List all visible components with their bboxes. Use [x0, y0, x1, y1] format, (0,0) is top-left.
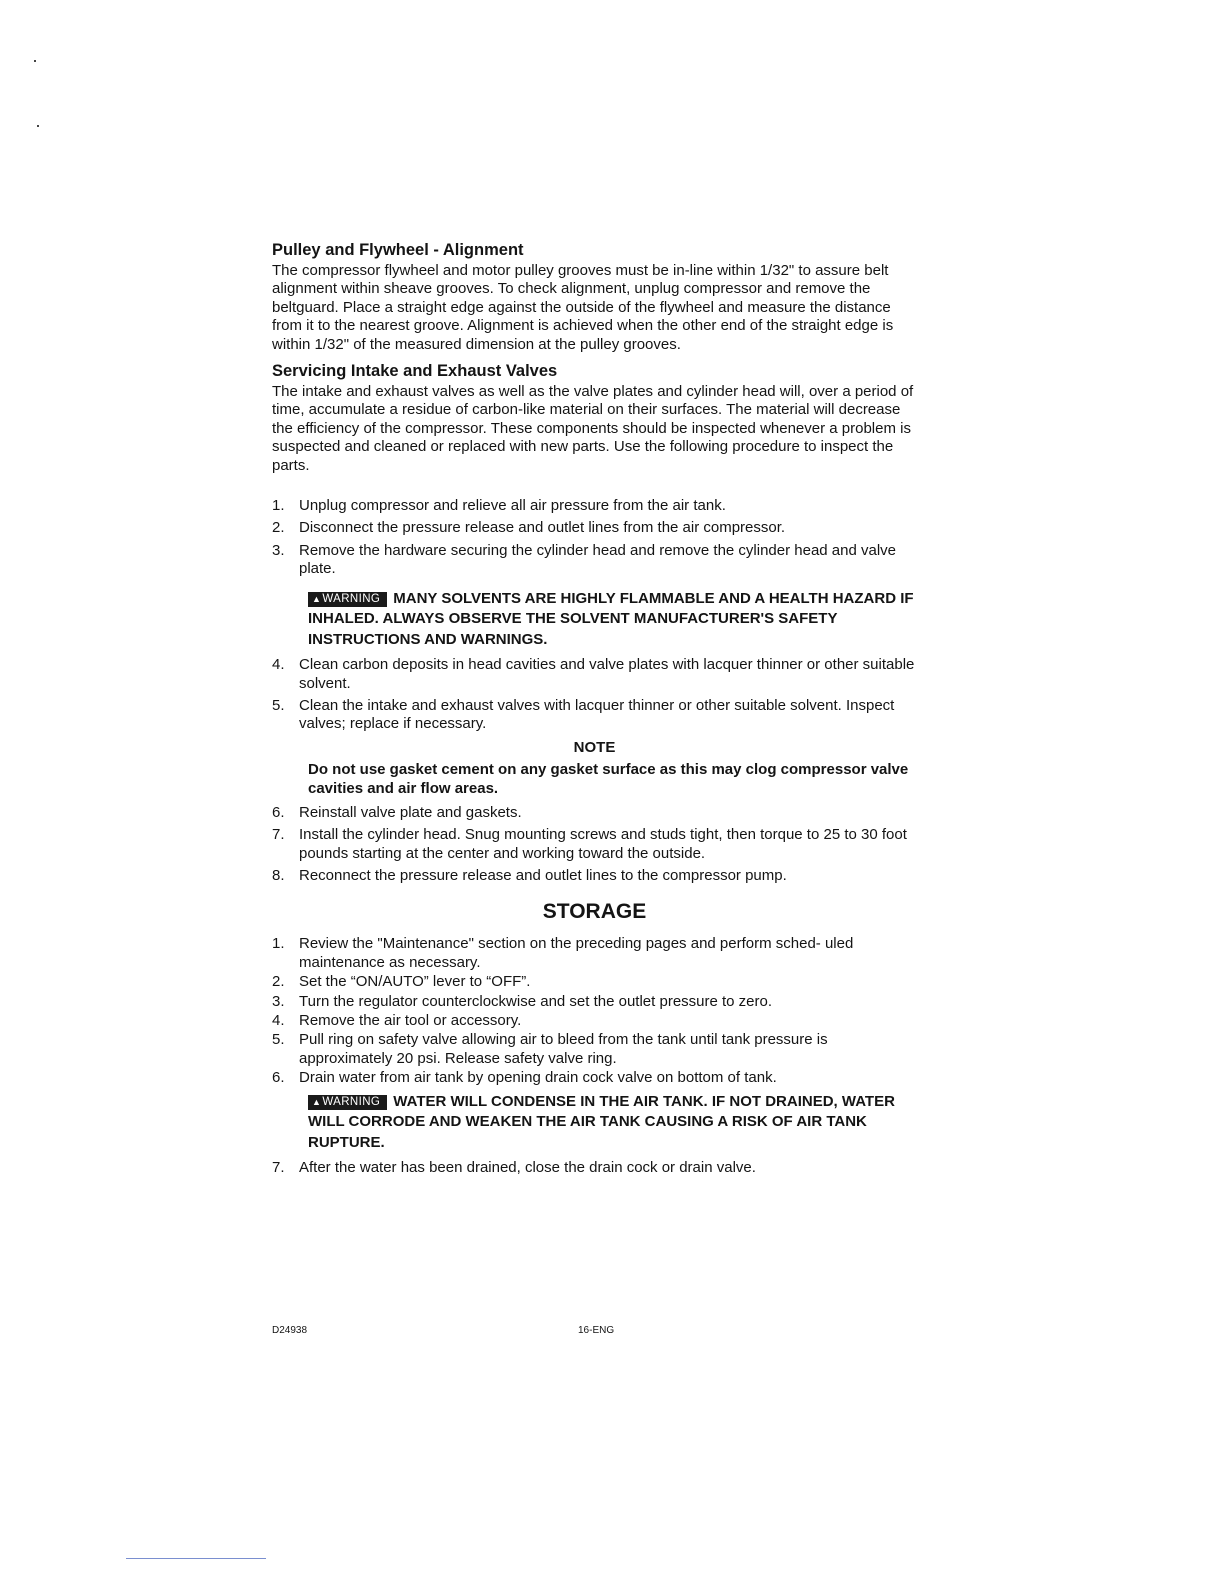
note-title: NOTE [573, 738, 616, 756]
list-item: 8. Reconnect the pressure release and outlet lines to the compressor pump. [272, 867, 787, 885]
section-heading-valves: Servicing Intake and Exhaust Valves [272, 362, 558, 381]
list-item: 1. Unplug compressor and relieve all air pressure from the air tank. [272, 497, 726, 515]
warning-triangle-icon: ▲ [312, 593, 322, 604]
valve-steps-list [272, 497, 917, 579]
valve-steps-list-end [272, 804, 917, 886]
page-number: 16-ENG [578, 1325, 615, 1336]
list-item: 6. Reinstall valve plate and gaskets. [272, 803, 522, 821]
paragraph-valves: The intake and exhaust valves as well as the valve plates and cylinder head will, over a period of time, accumulate a residue of carbon-like material on their surfaces. The material will decrease the efficiency of the compressor. These components should be inspected whenever a problem is suspected and cleaned or replaced with new parts. Use the following procedure to inspect the parts. [272, 383, 914, 474]
warning-badge: ▲WARNING [308, 592, 387, 607]
storage-steps-list-end [272, 1159, 917, 1177]
storage-heading: STORAGE [542, 900, 647, 924]
list-item: 4. Remove the air tool or accessory. [272, 1012, 522, 1030]
warning-badge: ▲WARNING [308, 1095, 387, 1110]
list-item: 7. After the water has been drained, close the drain cock or drain valve. [272, 1159, 756, 1177]
list-item: 2. Set the “ON/AUTO” lever to “OFF”. [272, 973, 531, 991]
warning-text: MANY SOLVENTS ARE HIGHLY FLAMMABLE AND A HEALTH HAZARD IF INHALED. ALWAYS OBSERVE THE SOLVENT MANUFACTURER'S SAFETY INSTRUCTIONS AND WARNINGS. [308, 589, 914, 648]
list-item: 5. Pull ring on safety valve allowing air to bleed from the tank until tank pressure is approximately 20 psi. Release safety valve ring. [272, 1031, 828, 1067]
list-item: 4. Clean carbon deposits in head cavities and valve plates with lacquer thinner or other suitable solvent. [272, 656, 915, 692]
scan-speck [34, 60, 36, 62]
doc-code: D24938 [272, 1325, 308, 1336]
note-text: Do not use gasket cement on any gasket surface as this may clog compressor valve cavities and air flow areas. [308, 760, 909, 797]
list-item: 3. Remove the hardware securing the cylinder head and remove the cylinder head and valve plate. [272, 541, 897, 578]
warning-triangle-icon: ▲ [312, 1096, 322, 1107]
scan-edge-line [126, 1558, 266, 1559]
list-item: 6. Drain water from air tank by opening drain cock valve on bottom of tank. [272, 1069, 777, 1087]
scan-speck [37, 125, 39, 127]
section-heading-pulley: Pulley and Flywheel - Alignment [272, 241, 524, 259]
list-item: 3. Turn the regulator counterclockwise and set the outlet pressure to zero. [272, 992, 773, 1010]
valve-steps-list-cont [272, 656, 917, 734]
manual-page [272, 240, 917, 1182]
tank-warning [308, 1092, 917, 1154]
list-item: 1. Review the "Maintenance" section on the preceding pages and perform sched- uled maintenance as necessary. [272, 935, 854, 971]
list-item: 5. Clean the intake and exhaust valves with lacquer thinner or other suitable solvent. Inspect valves; replace if necessary. [272, 697, 895, 733]
solvent-warning [308, 589, 917, 651]
list-item: 2. Disconnect the pressure release and outlet lines from the air compressor. [272, 519, 786, 537]
paragraph-pulley: The compressor flywheel and motor pulley grooves must be in-line within 1/32" to assure belt alignment within sheave grooves. To check alignment, unplug compressor and remove the beltguard. Place a straight edge against the outside of the flywheel and measure the distance from it to the nearest groove. Alignment is achieved when the other end of the straight edge is within 1/32" of the measured dimension at the pulley grooves. [272, 262, 894, 353]
storage-steps-list [272, 935, 917, 1087]
warning-text: WATER WILL CONDENSE IN THE AIR TANK. IF NOT DRAINED, WATER WILL CORRODE AND WEAKEN THE AIR TANK CAUSING A RISK OF AIR TANK RUPTURE. [308, 1092, 895, 1151]
list-item: 7. Install the cylinder head. Snug mounting screws and studs tight, then torque to 25 to 30 foot pounds starting at the center and working toward the outside. [272, 826, 907, 862]
